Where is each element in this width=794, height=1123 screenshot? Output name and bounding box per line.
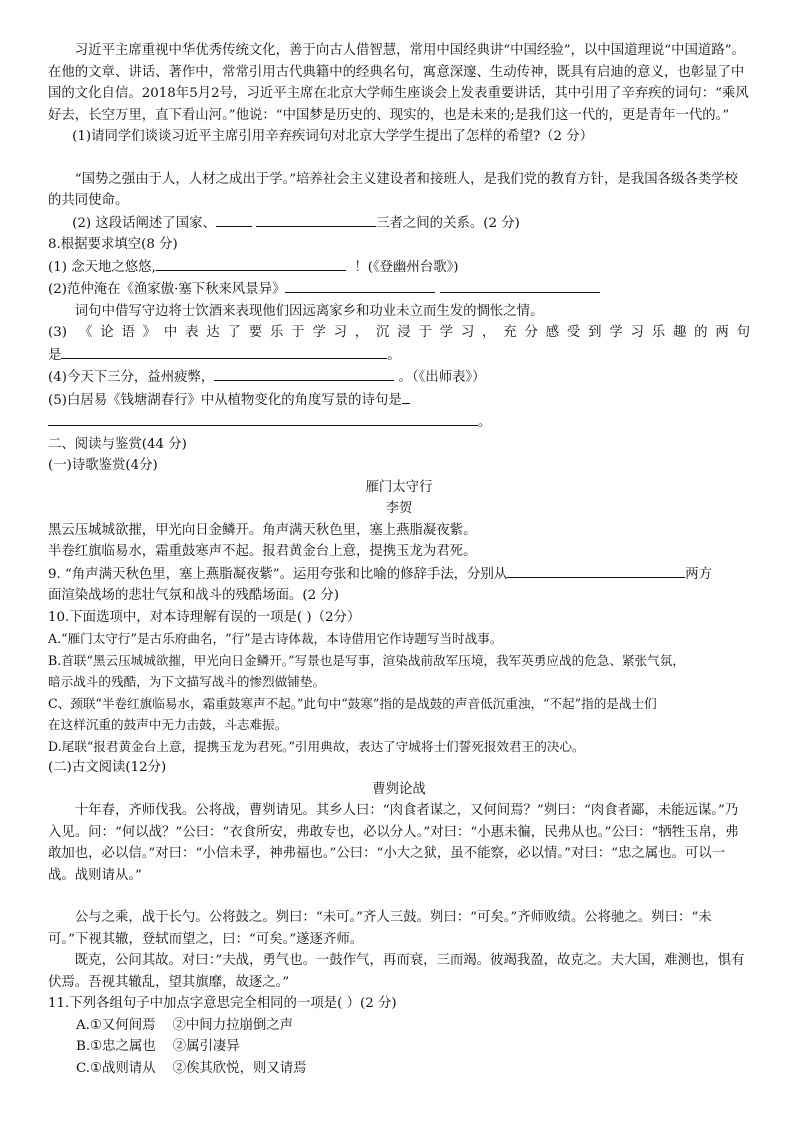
answer-blank[interactable] [507, 563, 685, 578]
intro-paragraph: 习近平主席重视中华优秀传统文化，善于向古人借智慧，常用中国经典讲“中国经验”，以中国道理说“中国道路”。在他的文章、讲话、著作中，常常引用古代典籍中的经典名句，寓意深邃、生动传神，既具有启迪的意义，也彰显了中国的文化自信。2018年5月2号，习近平主席在北京大学师生座谈会上发表重要讲话，其中引用了辛弃疾的词句：“乘风好去，长空万里，直下看山河。”他说：“中国梦是历史的、现实的，也是未来的;是我们这一代的，更是青年一代的。” [48, 43, 749, 123]
question-9-text: 9. “角声满天秋色里，塞上燕脂凝夜紫”。运用夸张和比喻的修辞手法，分别从 [48, 566, 508, 582]
answer-blank[interactable] [285, 278, 435, 293]
answer-blank[interactable] [156, 256, 346, 271]
answer-blank[interactable] [48, 411, 478, 426]
q8-item-1 [48, 256, 750, 279]
q8-item-5-answer [48, 411, 750, 434]
poem-title: 雁门太守行 [365, 479, 433, 495]
q8-item-5-text: (5)白居易《钱塘湖春行》中从植物变化的角度写景的诗句是 [48, 392, 402, 408]
q8-item-3-answer [48, 344, 750, 367]
poem-author: 李贺 [385, 501, 413, 516]
answer-blank[interactable] [256, 212, 376, 227]
question-11: 11.下列各组句子中加点字意思完全相同的一项是( ）(2 分) [48, 996, 397, 1011]
question-9 [48, 563, 750, 586]
option-11-c: C.①战则请从 ②俟其欣悦，则又请焉 [76, 1060, 307, 1076]
option-11-b: B.①忠之属也 ②属引凄异 [76, 1039, 240, 1054]
prose-title: 曹刿论战 [372, 781, 426, 797]
answer-blank[interactable] [214, 366, 394, 381]
exam-page [48, 40, 750, 1079]
option-10-c: C、颈联“半卷红旗临易水，霜重鼓寒声不起。”此句中“鼓寒”指的是战鼓的声音低沉重浊，“不起”指的是战士们 [48, 695, 657, 711]
question-2 [48, 212, 750, 235]
answer-blank[interactable] [61, 344, 387, 359]
question-2-start: (2) 这段话阐述了国家、 [72, 215, 216, 231]
question-10: 10.下面选项中，对本诗理解有误的一项是( )（2分） [48, 609, 361, 625]
option-10-c-cont: 在这样沉重的鼓声中无力击鼓，斗志难振。 [48, 717, 288, 732]
question-1: (1)请同学们谈谈习近平主席引用辛弃疾词句对北京大学学生提出了怎样的希望?（2 分） [72, 129, 594, 144]
q8-item-5 [48, 389, 750, 412]
intro-paragraph-2: “国势之强由于人，人材之成出于学。”培养社会主义建设者和接班人，是我们党的教育方针，是我国各级各类学校的共同使命。 [48, 171, 738, 208]
q8-item-3-prefix: 是 [48, 347, 62, 363]
answer-blank[interactable] [216, 212, 252, 227]
option-11-a: A.①又何间焉 ②中间力拉崩倒之声 [76, 1017, 294, 1033]
spacer [48, 886, 750, 907]
q8-item-1-text: (1) 念天地之悠悠, [48, 259, 156, 275]
q8-item-1-source: ！(《登幽州台歌》) [354, 259, 459, 275]
section-2-title: 二、阅读与鉴赏(44 分) [48, 436, 187, 452]
q8-title: 8.根据要求填空(8 分) [48, 237, 178, 252]
option-10-b-cont: 暗示战斗的残酷，为下文描写战斗的惨烈做铺垫。 [48, 674, 326, 689]
answer-blank[interactable] [402, 389, 410, 404]
q8-item-3-period: 。 [387, 347, 401, 363]
q8-item-4-source: 。（《出师表》） [398, 370, 486, 385]
poem-line-2: 半卷红旗临易水，霜重鼓寒声不起。报君黄金台上意，提携玉龙为君死。 [48, 544, 477, 559]
prose-paragraph-1: 十年春，齐师伐我。公将战，曹刿请见。其乡人曰：“肉食者谋之，又何间焉？”刿曰：“肉食者鄙，未能远谋。”乃入见。问：“何以战？”公曰：“衣食所安，弗敢专也，必以分人。”对曰：“小惠未徧，民弗从也。”公曰：“牺牲玉帛，弗敢加也，必以信。”对曰：“小信未孚，神弗福也。”公曰：“小大之狱，虽不能察，必以情。”对曰：“忠之属也。可以一战。战则请从。” [48, 803, 739, 883]
q8-item-2-description: 词句中借写守边将士饮酒来表现他们因远离家乡和功业未立而生发的惆怅之情。 [74, 303, 544, 319]
q8-item-2 [48, 278, 750, 301]
subsection-classical: (二)古文阅读(12分) [48, 760, 167, 775]
q8-item-3: (3) 《论语》中表达了要乐于学习，沉浸于学习，充分感受到学习乐趣的两句 [48, 325, 750, 340]
q8-item-4 [48, 366, 750, 389]
spacer [48, 148, 750, 169]
q8-item-5-period: 。 [478, 415, 492, 430]
question-2-end: 三者之间的关系。(2 分) [376, 215, 520, 231]
subsection-poetry: (一)诗歌鉴赏(4分) [48, 458, 158, 473]
prose-paragraph-3: 既克，公问其故。对曰：”夫战，勇气也。一鼓作气，再而衰，三而竭。彼竭我盈，故克之。夫大国，难测也，惧有伏焉。吾视其辙乱，望其旗靡，故逐之。” [48, 953, 745, 990]
option-10-a: A.“雁门太守行”是古乐府曲名，“行”是古诗体裁，本诗借用它作诗题写当时战事。 [48, 631, 503, 646]
question-9-cont: 面渲染战场的悲壮气氛和战斗的残酷场面。(2 分) [48, 588, 340, 603]
answer-blank[interactable] [440, 278, 600, 293]
option-10-d: D.尾联“报君黄金台上意，提携玉龙为君死。”引用典故，表达了守城将士们誓死报效君王的决心。 [48, 738, 585, 754]
question-9-text-end: 两方 [685, 566, 713, 582]
poem-line-1: 黑云压城城欲摧，甲光向日金鳞开。角声满天秋色里，塞上燕脂凝夜紫。 [48, 522, 477, 538]
option-10-b: B.首联“黑云压城城欲摧，甲光向日金鳞开。”写景也是写事，渲染战前敌军压境，我军英勇应战的危急、紧张气氛， [48, 652, 685, 668]
q8-item-2-text: (2)范仲淹在《渔家傲·塞下秋来风景异》 [48, 282, 286, 297]
prose-paragraph-2: 公与之乘，战于长勺。公将鼓之。刿曰：“未可。”齐人三鼓。刿曰：“可矣。”齐师败绩。公将驰之。刿曰：“未可。”下视其辙，登轼而望之，曰：“可矣。”遂逐齐师。 [48, 910, 712, 947]
q8-item-4-text: (4)今天下三分，益州疲弊， [48, 370, 215, 385]
